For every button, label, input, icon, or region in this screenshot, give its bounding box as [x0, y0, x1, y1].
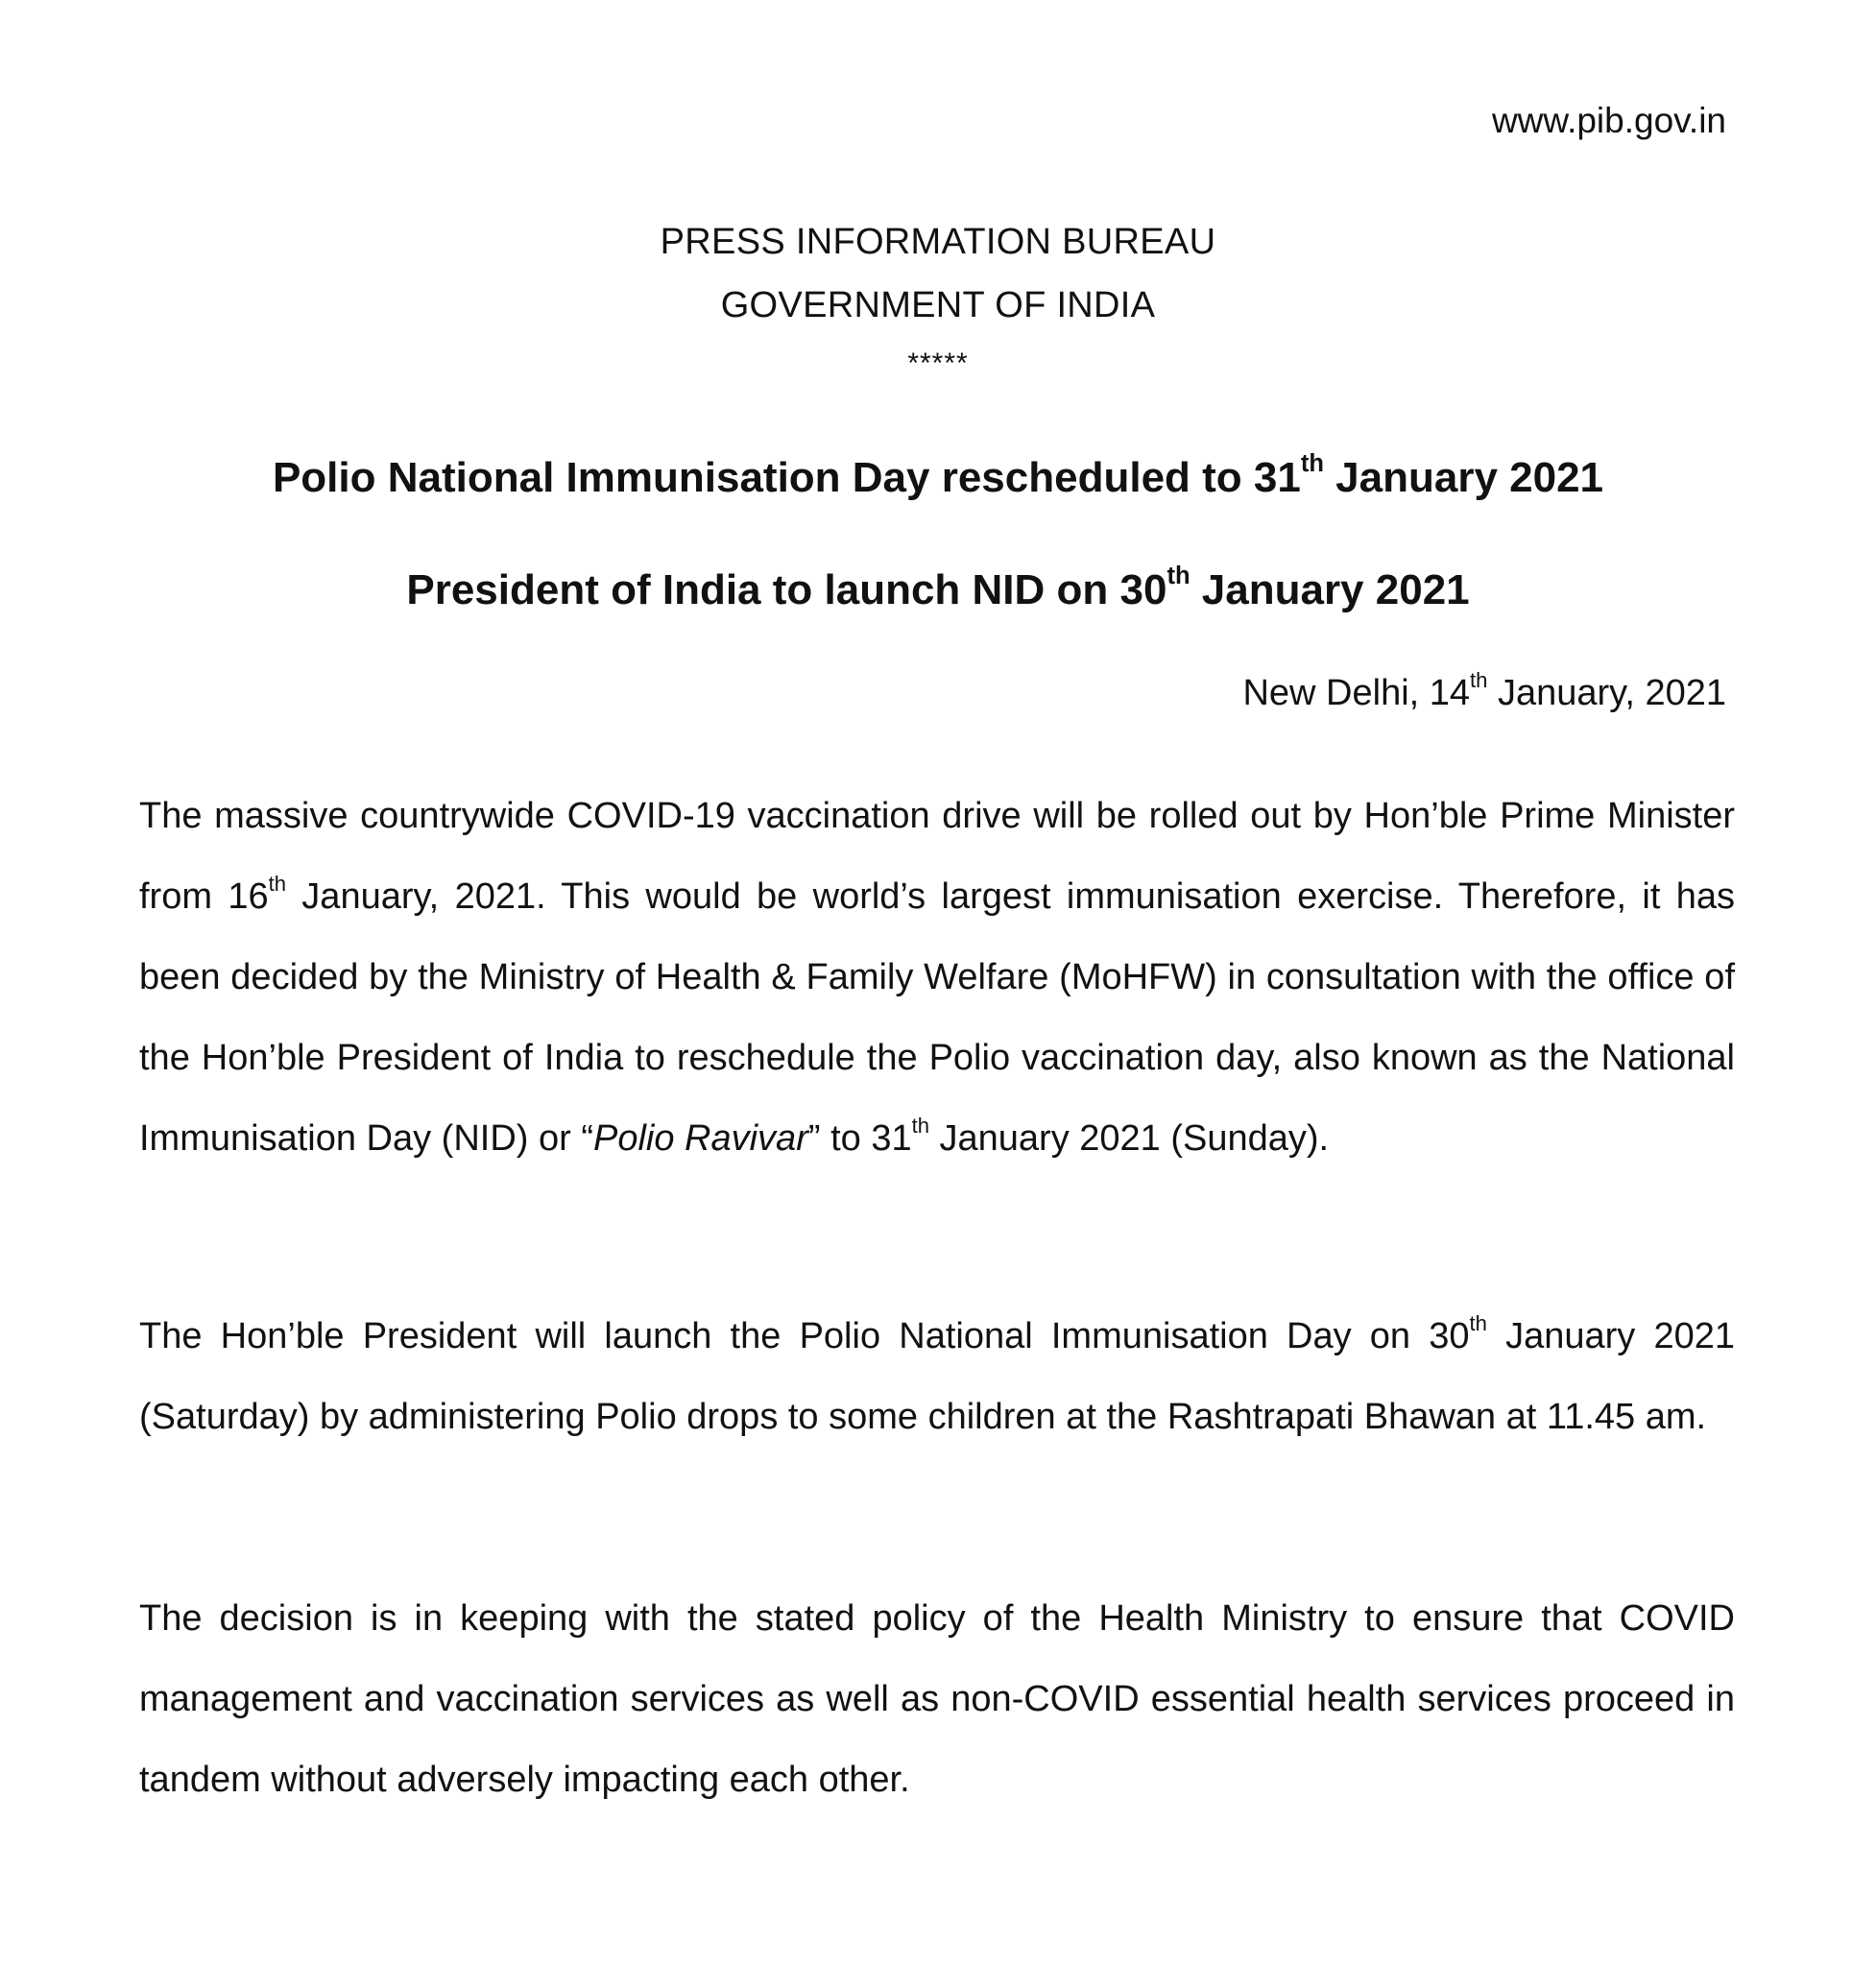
paragraph2-text-a: The Hon’ble President will launch the Polio National Immunisation Day on 30	[139, 1316, 1470, 1356]
dateline	[1242, 667, 1726, 714]
headline-title	[0, 450, 1876, 503]
headline-title-suffix: th	[1300, 450, 1324, 478]
government-name: GOVERNMENT OF INDIA	[720, 285, 1156, 325]
headline-subtitle-text-end: January 2021	[1190, 566, 1470, 613]
paragraph1-italic: Polio Ravivar	[592, 1118, 808, 1159]
dateline-text-end: January, 2021	[1487, 673, 1726, 713]
headline-subtitle-suffix: th	[1166, 563, 1191, 590]
paragraph1-suffix-b: th	[911, 1113, 929, 1138]
paragraph2-text-b: January 2021 (Saturday) by administering Polio drops to some children at the Rashtrapati Bhawan at 11.45 am.	[139, 1316, 1736, 1437]
website-url: www.pib.gov.in	[1491, 101, 1726, 140]
paragraph2-suffix: th	[1469, 1310, 1487, 1335]
headline-title-text-end: January 2021	[1323, 454, 1604, 501]
dateline-suffix: th	[1470, 667, 1488, 692]
bureau-name: PRESS INFORMATION BUREAU	[660, 222, 1216, 262]
paragraph1-suffix-a: th	[268, 871, 286, 896]
headline-title-text: Polio National Immunisation Day rescheduled to 31	[272, 454, 1301, 501]
headline-subtitle-text: President of India to launch NID on 30	[406, 566, 1167, 613]
dateline-text: New Delhi, 14	[1242, 673, 1471, 713]
paragraph-president-launch	[139, 1296, 1735, 1457]
paragraph1-text-c: ” to 31	[807, 1118, 912, 1159]
paragraph1-text-a: The massive countrywide COVID-19 vaccination drive will be rolled out by Hon’ble Prime Minister from 16	[139, 796, 1735, 917]
paragraph-vaccination-drive	[139, 776, 1735, 1179]
paragraph-policy-decision: The decision is in keeping with the stated policy of the Health Ministry to ensure that COVID management and vaccination services as well as non-COVID essential health services proceed in tandem without adversely impacting each other.	[139, 1598, 1735, 1800]
header-separator: *****	[907, 348, 969, 379]
paragraph1-text-d: January 2021 (Sunday).	[928, 1118, 1330, 1159]
paragraph1-text-b: January, 2021. This would be world’s largest immunisation exercise. Therefore, it has been decided by the Ministry of Health & Family Welfare (MoHFW) in consultation with the office of the Hon’ble President of India to reschedule the Polio vaccination day, also known as the National Immunisation Day (NID) or “	[139, 876, 1736, 1159]
headline-subtitle	[0, 565, 1876, 615]
